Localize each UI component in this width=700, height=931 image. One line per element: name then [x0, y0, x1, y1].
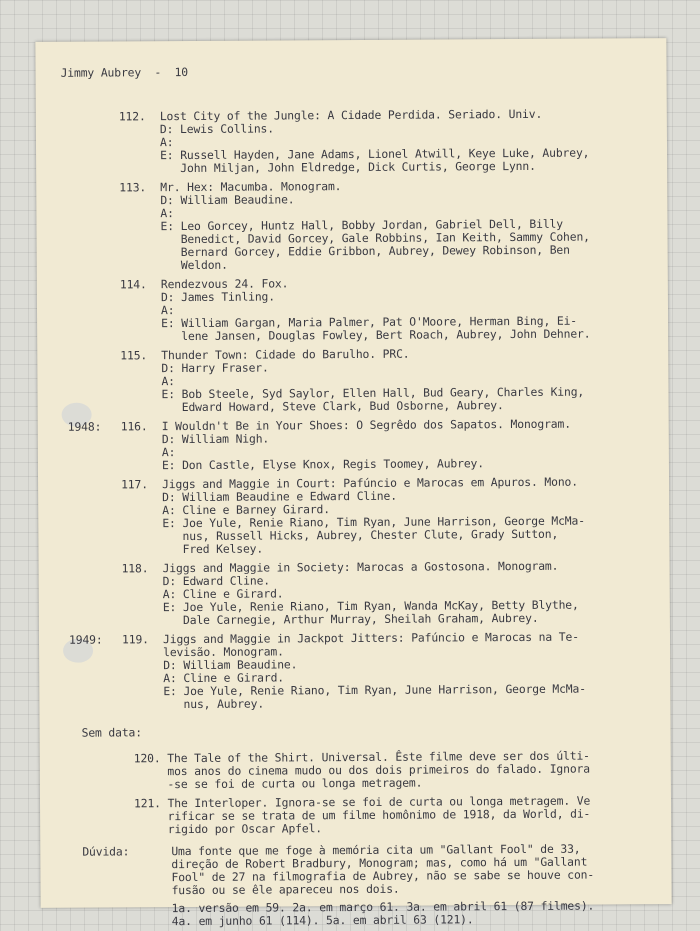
entry-cast-line: John Miljan, John Eldredge, Dick Curtis, George Lynn. — [160, 158, 536, 176]
entry-cast-line: E: Bob Steele, Syd Saylor, Ellen Hall, Bud Geary, Charles King, — [161, 384, 585, 402]
version-history-line: 1a. versão em 59. 2a. em março 61. 3a. em abril 61 (87 filmes). — [171, 898, 595, 916]
duvida-line: fusão ou se êle apareceu nos dois. — [171, 881, 400, 898]
duvida-line: Uma fonte que me foge à memória cita um "Gallant Fool" de 33, — [171, 841, 581, 859]
entry-author: A: Cline e Girard. — [163, 670, 285, 686]
entry-author: A: — [161, 445, 176, 460]
entry-title: Lost City of the Jungle: A Cidade Perdida. Seriado. Univ. — [159, 106, 543, 124]
entry-author: A: — [159, 135, 174, 150]
entry-cast-line: Weldon. — [160, 257, 228, 273]
entry-title: I Wouldn't Be in Your Shoes: O Segrêdo dos Sapatos. Monogram. — [161, 416, 571, 434]
version-history-line: 4a. em junho 61 (114). 5a. em abril 63 (121). — [171, 912, 474, 929]
section-label-sem-data: Sem data: — [81, 725, 142, 740]
section-label-duvida: Dúvida: — [82, 844, 130, 859]
duvida-line: Fool" de 27 na filmografia de Aubrey, não se sabe se houve con- — [171, 867, 595, 885]
entry-number: 119. — [121, 632, 149, 647]
entry-number: 118. — [121, 561, 149, 576]
entry-cast-line: E: William Gargan, Maria Palmer, Pat O'Moore, Herman Bing, Ei- — [161, 313, 578, 331]
entry-cast-line: E: Leo Gorcey, Huntz Hall, Bobby Jordan, Gabriel Dell, Billy — [160, 216, 563, 234]
entry-121-line: rificar se se trata de um filme homônimo de 1918, da World, di- — [134, 806, 591, 824]
entry-number: 117. — [121, 477, 148, 492]
entry-120-line: 120. The Tale of the Shirt. Universal. Êste filme deve ser dos últi- — [133, 748, 590, 766]
entry-author: A: Cline e Girard. — [162, 586, 284, 602]
entry-title-cont: levisão. Monogram. — [163, 644, 284, 660]
entry-121-line: 121. The Interloper. Ignora-se se foi de curta ou longa metragem. Ve — [133, 793, 591, 811]
entry-121-line: rigido por Oscar Apfel. — [134, 821, 323, 837]
entry-cast-line: Benedict, David Gorcey, Gale Robbins, Ian Keith, Sammy Cohen, — [160, 229, 590, 247]
entry-director: D: James Tinling. — [160, 289, 276, 305]
entry-cast-line: Edward Howard, Steve Clark, Bud Osborne, Aubrey. — [161, 398, 504, 415]
entry-year: 1949: — [68, 632, 103, 647]
entry-number: 116. — [120, 419, 148, 434]
entry-cast-line: E: Russell Hayden, Jane Adams, Lionel Atwill, Keye Luke, Aubrey, — [160, 145, 590, 163]
typed-page — [35, 38, 671, 929]
entry-author: A: — [160, 303, 175, 318]
entry-cast-line: E: Don Castle, Elyse Knox, Regis Toomey, Aubrey. — [161, 456, 484, 473]
entry-year: 1948: — [67, 419, 102, 434]
entry-director: D: William Beaudine. — [160, 192, 295, 208]
entry-title: Mr. Hex: Macumba. Monogram. — [160, 179, 342, 195]
entry-cast-line: lene Jansen, Douglas Fowley, Bert Roach, Aubrey, John Dehner. — [161, 326, 591, 344]
entry-number: 113. — [119, 180, 147, 195]
entry-director: D: William Nigh. — [161, 431, 270, 447]
entry-title: Jiggs and Maggie in Society: Marocas a Gostosona. Monogram. — [162, 558, 559, 576]
duvida-line: direção de Robert Bradbury, Monogram; mas, como há um "Gallant — [171, 854, 588, 872]
entry-author: A: — [161, 374, 175, 389]
entry-author: A: Cline e Barney Girard. — [162, 502, 330, 518]
entry-number: 115. — [120, 348, 148, 363]
entry-director: D: Harry Fraser. — [161, 360, 269, 376]
entry-120-line: mos anos do cinema mudo ou dos dois primeiros do falado. Ignora — [133, 761, 590, 779]
entry-director: D: Lewis Collins. — [159, 121, 274, 137]
entry-director: D: William Beaudine e Edward Cline. — [162, 488, 397, 505]
entry-cast-line: Fred Kelsey. — [162, 541, 264, 557]
page-header: Jimmy Aubrey - 10 — [60, 65, 189, 80]
entry-director: D: Edward Cline. — [162, 573, 271, 589]
entry-number: 112. — [118, 109, 146, 124]
entry-author: A: — [160, 206, 174, 221]
entry-title: Jiggs and Maggie in Jackpot Jitters: Pafúncio e Marocas na Te- — [162, 629, 579, 647]
entry-cast-line: nus, Russell Hicks, Aubrey, Chester Clute, Grady Sutton, — [162, 526, 559, 544]
entry-cast-line: Bernard Gorcey, Eddie Gribbon, Aubrey, Dewey Robinson, Ben — [160, 242, 570, 260]
entry-title: Rendezvous 24. Fox. — [160, 276, 289, 292]
entry-director: D: William Beaudine. — [163, 657, 298, 673]
entry-title: Thunder Town: Cidade do Barulho. PRC. — [161, 346, 410, 363]
entry-title: Jiggs and Maggie in Court: Pafúncio e Marocas em Apuros. Mono. — [162, 474, 578, 492]
entry-cast-line: E: Joe Yule, Renie Riano, Tim Ryan, Wanda McKay, Betty Blythe, — [162, 597, 579, 615]
entry-cast-line: Dale Carnegie, Arthur Murray, Sheilah Graham, Aubrey. — [162, 610, 539, 628]
entry-cast-line: E: Joe Yule, Renie Riano, Tim Ryan, June Harrison, George McMa- — [163, 681, 586, 699]
entry-number: 114. — [119, 277, 147, 292]
entry-120-line: -se se foi de curta ou longa metragem. — [133, 775, 423, 792]
entry-cast-line: nus, Aubrey. — [163, 696, 265, 712]
entry-cast-line: E: Joe Yule, Renie Riano, Tim Ryan, June Harrison, George McMa- — [162, 513, 585, 531]
